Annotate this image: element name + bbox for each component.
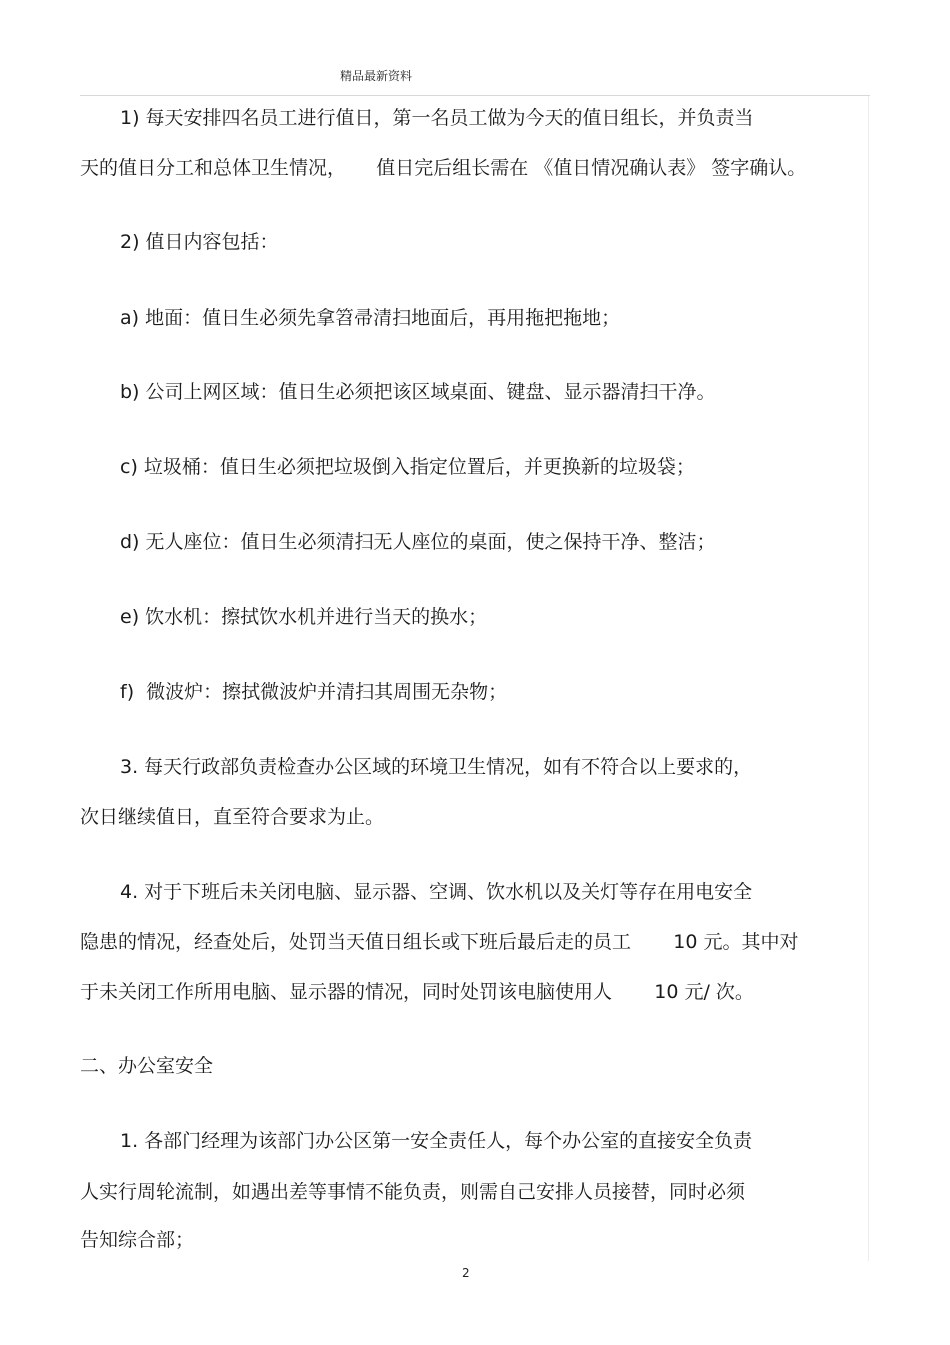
header-title: 精品最新资料: [340, 69, 413, 83]
list-item: e) 饮水机：擦拭饮水机并进行当天的换水；: [120, 606, 488, 628]
paragraph-line: 1. 各部门经理为该部门办公区第一安全责任人，每个办公室的直接安全负责: [120, 1130, 753, 1152]
paragraph-line: 天的值日分工和总体卫生情况， 值日完后组长需在 《值日情况确认表》 签字确认。: [80, 157, 807, 179]
paragraph-line: 3. 每天行政部负责检查办公区域的环境卫生情况，如有不符合以上要求的，: [120, 756, 753, 778]
list-item: d) 无人座位：值日生必须清扫无人座位的桌面，使之保持干净、整洁；: [120, 531, 716, 553]
page-number: 2: [462, 1266, 470, 1280]
paragraph-line: 于未关闭工作所用电脑、显示器的情况，同时处罚该电脑使用人 10 元/ 次。: [80, 981, 754, 1003]
list-item: b) 公司上网区域：值日生必须把该区域桌面、键盘、显示器清扫干净。: [120, 381, 716, 403]
paragraph-line: 人实行周轮流制，如遇出差等事情不能负责，则需自己安排人员接替，同时必须: [80, 1181, 746, 1203]
paragraph-line: 2) 值日内容包括：: [120, 231, 279, 253]
list-item: a) 地面：值日生必须先拿笤帚清扫地面后，再用拖把拖地；: [120, 307, 621, 329]
list-item: f) 微波炉：擦拭微波炉并清扫其周围无杂物；: [120, 681, 508, 703]
paragraph-line: 告知综合部；: [80, 1229, 195, 1251]
right-margin-line: [868, 96, 869, 1261]
paragraph-line: 隐患的情况，经查处后，处罚当天值日组长或下班后最后走的员工 10 元。其中对: [80, 931, 799, 953]
list-item: c) 垃圾桶：值日生必须把垃圾倒入指定位置后，并更换新的垃圾袋；: [120, 456, 695, 478]
header-divider: [80, 95, 870, 96]
paragraph-line: 次日继续值日，直至符合要求为止。: [80, 806, 385, 828]
paragraph-line: 4. 对于下班后未关闭电脑、显示器、空调、饮水机以及关灯等存在用电安全: [120, 881, 753, 903]
paragraph-line: 1) 每天安排四名员工进行值日，第一名员工做为今天的值日组长，并负责当: [120, 107, 754, 129]
section-heading: 二、办公室安全: [80, 1055, 214, 1077]
